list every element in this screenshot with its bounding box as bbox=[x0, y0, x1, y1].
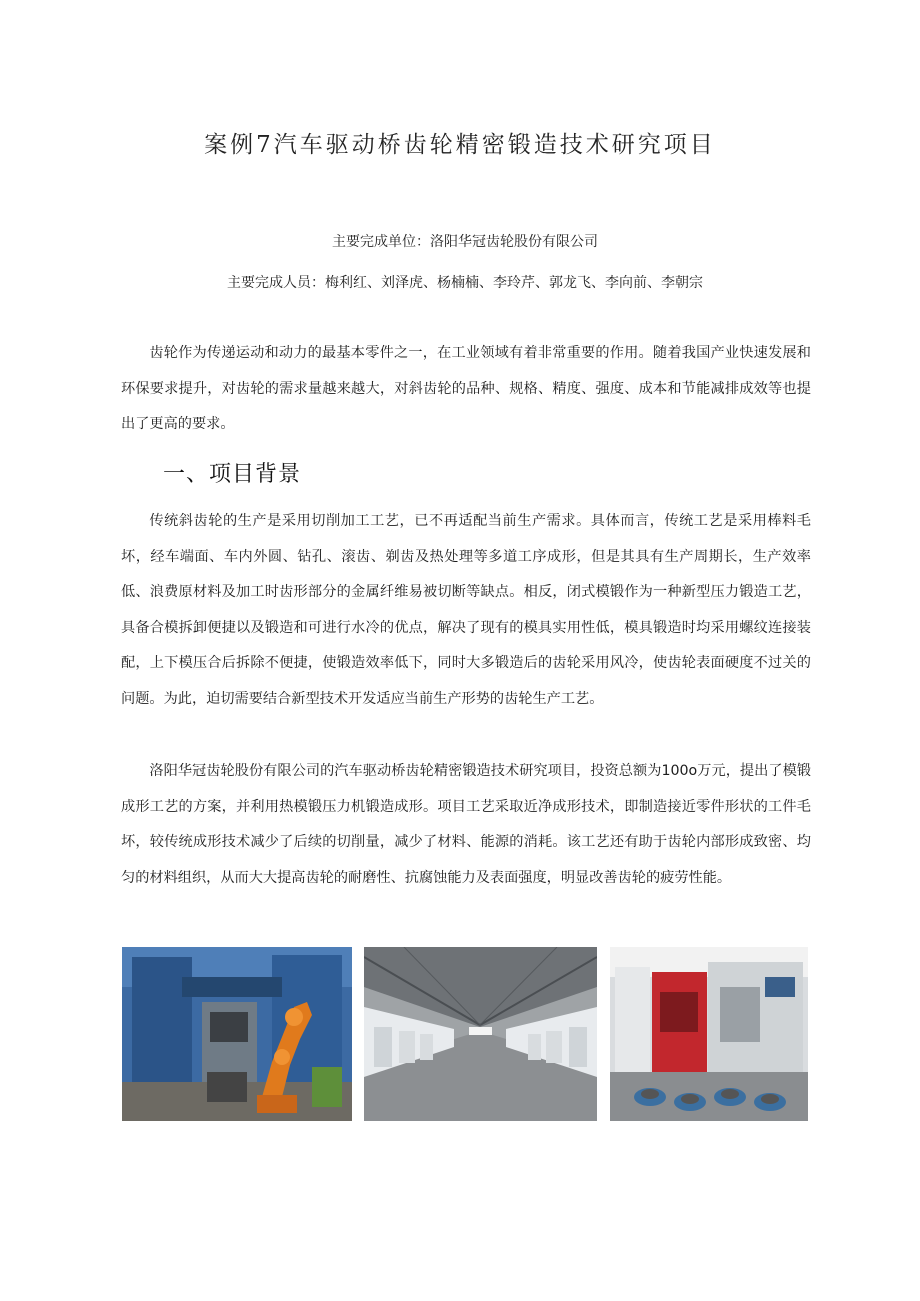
background-paragraph-1: 传统斜齿轮的生产是采用切削加工工艺，已不再适配当前生产需求。具体而言，传统工艺是采用棒料毛坏，经车端面、车内外圆、钻孔、滚齿、剃齿及热处理等多道工序成形，但是其具有生产周期长，生产效率低、浪费原材料及加工时齿形部分的金属纤维易被切断等缺点。相反，闭式模锻作为一种新型压力锻造工艺，具备合模拆卸便捷以及锻造和可进行水冷的优点，解决了现有的模具实用性低，模具锻造时均采用螺纹连接装配，上下模压合后拆除不便捷，使锻造效率低下，同时大多锻造后的齿轮采用风冷，使齿轮表面硬度不过关的问题。为此，迫切需要结合新型技术开发适应当前生产形势的齿轮生产工艺。 bbox=[121, 513, 811, 707]
photo-strip bbox=[122, 947, 808, 1121]
document-title: 案例7汽车驱动桥齿轮精密锻造技术研究项目 bbox=[204, 132, 716, 158]
photo-workshop-hall bbox=[364, 947, 597, 1121]
intro-paragraph: 齿轮作为传递运动和动力的最基本零件之一，在工业领域有着非常重要的作用。随着我国产业快速发展和环保要求提升，对齿轮的需求量越来越大，对斜齿轮的品种、规格、精度、强度、成本和节能减排成效等也提出了更高的要求。 bbox=[121, 345, 811, 433]
completion-people: 主要完成人员：梅利红、刘泽虎、杨楠楠、李玲芹、郭龙飞、李向前、李朝宗 bbox=[227, 275, 703, 291]
completion-unit: 主要完成单位：洛阳华冠齿轮股份有限公司 bbox=[332, 234, 598, 250]
photo-forging-press bbox=[122, 947, 352, 1121]
background-paragraph-2: 洛阳华冠齿轮股份有限公司的汽车驱动桥齿轮精密锻造技术研究项目，投资总额为100o万元，提出了模锻成形工艺的方案，并利用热模锻压力机锻造成形。项目工艺采取近净成形技术，即制造接近零件形状的工件毛坏，较传统成形技术减少了后续的切削量，减少了材料、能源的消耗。该工艺还有助于齿轮内部形成致密、均匀的材料组织，从而大大提高齿轮的耐磨性、抗腐蚀能力及表面强度，明显改善齿轮的疲劳性能。 bbox=[121, 763, 811, 886]
photo-machining-line bbox=[610, 947, 808, 1121]
section-heading-background: 一、项目背景 bbox=[163, 462, 302, 487]
